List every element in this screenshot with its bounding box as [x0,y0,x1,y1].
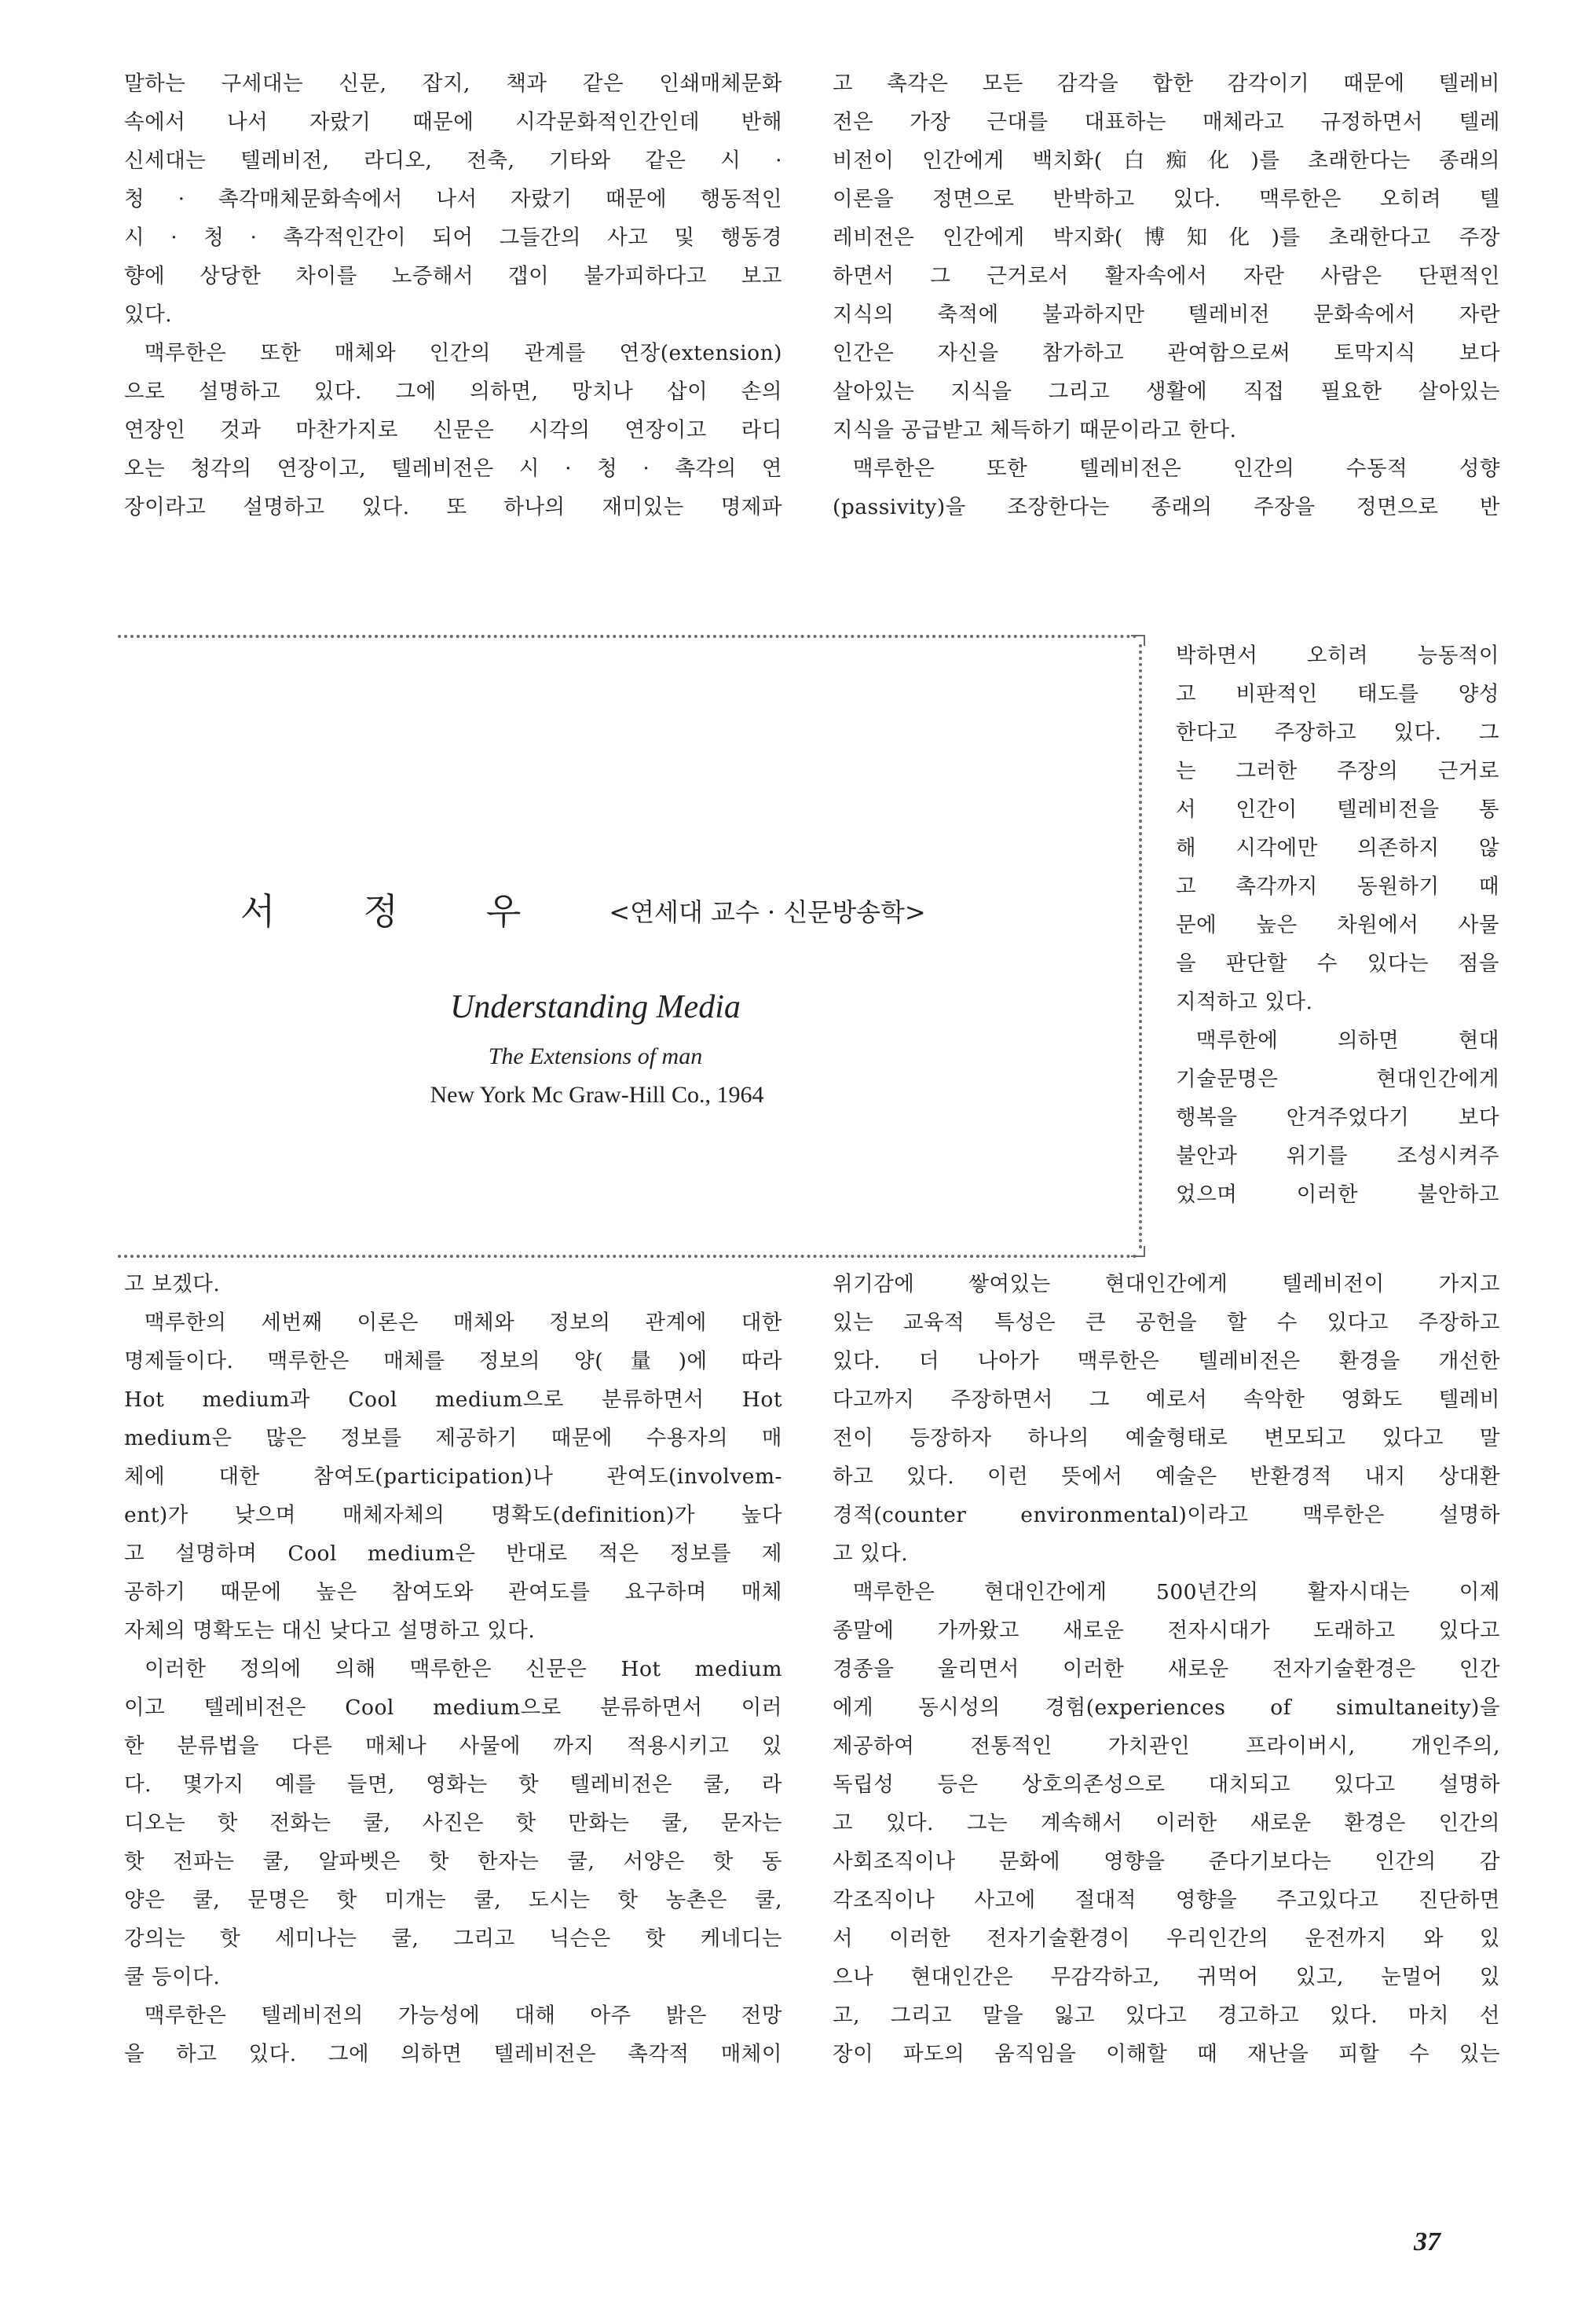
box-corner-top [1131,635,1145,646]
text-line: 종말에 가까왔고 새로운 전자시대가 도래하고 있다고 [833,1618,1500,1643]
text-line: 해 시각에만 의존하지 않 [1176,836,1499,860]
text-line: 체에 대한 참여도(participation)나 관여도(involvem- [124,1464,782,1489]
text-line: 맥루한은 텔레비전의 가능성에 대해 아주 밝은 전망 [145,2003,782,2028]
text-line: 으로 설명하고 있다. 그에 의하면, 망치나 삽이 손의 [124,379,782,404]
text-line: 한다고 주장하고 있다. 그 [1176,720,1499,745]
text-line: 지적하고 있다. [1176,990,1313,1014]
text-line: 하고 있다. 이런 뜻에서 예술은 반환경적 내지 상대환 [833,1464,1500,1489]
text-line: 있다. [124,302,173,327]
text-column-bottom-right [833,1265,1500,2073]
text-line: 고 비판적인 태도를 양성 [1176,682,1499,706]
text-line: 레비전은 인간에게 박지화(博知化)를 초래한다고 주장 [833,225,1500,250]
text-line: 지식의 축적에 불과하지만 텔레비전 문화속에서 자란 [833,302,1500,327]
box-bottom-border [118,1255,1137,1258]
text-line: 명제들이다. 맥루한은 매체를 정보의 양(量)에 따라 [124,1349,782,1373]
text-line: 으나 현대인간은 무감각하고, 귀먹어 있고, 눈멀어 있 [833,1965,1500,1989]
text-line: 맥루한에 의하면 현대 [1196,1028,1499,1053]
text-line: 청 · 촉각매체문화속에서 나서 자랐기 때문에 행동적인 [124,187,782,211]
text-line: 속에서 나서 자랐기 때문에 시각문화적인간인데 반해 [124,110,782,134]
box-top-border [118,635,1137,638]
text-line: 서 이러한 전자기술환경이 우리인간의 운전까지 와 있 [833,1926,1500,1951]
text-line: 맥루한은 현대인간에게 500년간의 활자시대는 이제 [853,1580,1500,1604]
text-line: 있는 교육적 특성은 큰 공헌을 할 수 있다고 주장하고 [833,1310,1500,1335]
author-name-char: 정 [363,890,398,933]
text-line: 행복을 안겨주었다기 보다 [1176,1105,1499,1130]
text-line: 불안과 위기를 조성시켜주 [1176,1144,1499,1168]
text-line: 쿨 등이다. [124,1965,221,1989]
text-line: 독립성 등은 상호의존성으로 대치되고 있다고 설명하 [833,1772,1500,1797]
text-line: 다고까지 주장하면서 그 예로서 속악한 영화도 텔레비 [833,1387,1500,1412]
text-line: 자체의 명확도는 대신 낮다고 설명하고 있다. [124,1618,536,1643]
text-line: 박하면서 오히려 능동적이 [1176,643,1499,668]
text-line: 고, 그리고 말을 잃고 있다고 경고하고 있다. 마치 선 [833,2003,1500,2028]
text-line: 신세대는 텔레비전, 라디오, 전축, 기타와 같은 시 · [124,148,782,173]
text-line: ent)가 낮으며 매체자체의 명확도(definition)가 높다 [124,1503,782,1527]
text-line: 고 보겠다. [124,1272,221,1296]
text-line: 을 판단할 수 있다는 점을 [1176,951,1499,976]
text-line: 디오는 핫 전화는 쿨, 사진은 핫 만화는 쿨, 문자는 [124,1811,782,1835]
text-line: 각조직이나 사고에 절대적 영향을 주고있다고 진단하면 [833,1888,1500,1912]
text-line: 었으며 이러한 불안하고 [1176,1182,1499,1207]
text-line: 다. 몇가지 예를 들면, 영화는 핫 텔레비전은 쿨, 라 [124,1772,782,1797]
text-line: 전은 가장 근대를 대표하는 매체라고 규정하면서 텔레 [833,110,1500,134]
text-line: 장이라고 설명하고 있다. 또 하나의 재미있는 명제파 [124,495,782,519]
text-line: 오는 청각의 연장이고, 텔레비전은 시 · 청 · 촉각의 연 [124,456,782,481]
text-line: 이러한 정의에 의해 맥루한은 신문은 Hot medium [145,1657,782,1681]
text-line: 한 분류법을 다른 매체나 사물에 까지 적용시키고 있 [124,1734,782,1758]
text-line: 이론을 정면으로 반박하고 있다. 맥루한은 오히려 텔 [833,187,1500,211]
author-name-char: 우 [485,890,522,933]
text-line: 연장인 것과 마찬가지로 신문은 시각의 연장이고 라디 [124,418,782,442]
text-line: (passivity)을 조장한다는 종래의 주장을 정면으로 반 [833,495,1500,519]
text-line: 양은 쿨, 문명은 핫 미개는 쿨, 도시는 핫 농촌은 쿨, [124,1888,782,1912]
text-line: 살아있는 지식을 그리고 생활에 직접 필요한 살아있는 [833,379,1500,404]
page-number: 37 [1414,2227,1440,2256]
text-line: 고 설명하며 Cool medium은 반대로 적은 정보를 제 [124,1541,782,1566]
text-line: 이고 텔레비전은 Cool medium으로 분류하면서 이러 [124,1695,782,1720]
text-line: 문에 높은 차원에서 사물 [1176,913,1499,937]
text-line: 맥루한은 또한 매체와 인간의 관계를 연장(extension) [145,341,782,365]
book-publisher: New York Mc Graw-Hill Co., 1964 [430,1082,764,1108]
text-line: 지식을 공급받고 체득하기 때문이라고 한다. [833,418,1237,442]
text-line: 맥루한의 세번째 이론은 매체와 정보의 관계에 대한 [145,1310,782,1335]
text-line: 하면서 그 근거로서 활자속에서 자란 사람은 단편적인 [833,264,1500,288]
text-line: 향에 상당한 차이를 노증해서 갭이 불가피하다고 보고 [124,264,782,288]
author-name-char: 서 [240,890,276,933]
text-line: 맥루한은 또한 텔레비전은 인간의 수동적 성향 [853,456,1500,481]
text-line: medium은 많은 정보를 제공하기 때문에 수용자의 매 [124,1426,782,1450]
text-line: 고 촉각은 모든 감각을 합한 감각이기 때문에 텔레비 [833,71,1500,96]
text-line: 비전이 인간에게 백치화(白痴化)를 초래한다는 종래의 [833,148,1500,173]
text-line: 핫 전파는 쿨, 알파벳은 핫 한자는 쿨, 서양은 핫 동 [124,1849,782,1874]
text-line: 있다. 더 나아가 맥루한은 텔레비전은 환경을 개선한 [833,1349,1500,1373]
text-line: Hot medium과 Cool medium으로 분류하면서 Hot [124,1387,782,1412]
text-column-top-left [124,64,782,526]
text-line: 고 촉각까지 동원하기 때 [1176,874,1499,899]
book-title: Understanding Media [450,989,741,1025]
book-subtitle: The Extensions of man [488,1043,703,1069]
text-line: 을 하고 있다. 그에 의하면 텔레비전은 촉각적 매체이 [124,2042,782,2066]
text-line: 제공하여 전통적인 가치관인 프라이버시, 개인주의, [833,1734,1500,1758]
text-line: 사회조직이나 문화에 영향을 준다기보다는 인간의 감 [833,1849,1500,1874]
text-line: 기술문명은 현대인간에게 [1176,1067,1499,1091]
text-line: 고 있다. [833,1541,909,1566]
author-line [240,888,926,936]
text-line: 장이 파도의 움직임을 이해할 때 재난을 피할 수 있는 [833,2042,1500,2066]
text-line: 인간은 자신을 참가하고 관여함으로써 토막지식 보다 [833,341,1500,365]
text-line: 강의는 핫 세미나는 쿨, 그리고 닉슨은 핫 케네디는 [124,1926,782,1951]
text-line: 말하는 구세대는 신문, 잡지, 책과 같은 인쇄매체문화 [124,71,782,96]
text-line: 고 있다. 그는 계속해서 이러한 새로운 환경은 인간의 [833,1811,1500,1835]
text-column-bottom-left [124,1265,782,2073]
text-line: 경적(counter environmental)이라고 맥루한은 설명하 [833,1503,1500,1527]
text-line: 시 · 청 · 촉각적인간이 되어 그들간의 사고 및 행동경 [124,225,782,250]
text-column-narrow-right [1176,636,1499,1214]
box-right-border [1139,644,1142,1249]
text-line: 에게 동시성의 경험(experiences of simultaneity)을 [833,1695,1500,1720]
text-line: 는 그러한 주장의 근거로 [1176,759,1499,783]
text-column-top-right [833,64,1500,526]
text-line: 서 인간이 텔레비전을 통 [1176,797,1499,822]
text-line: 공하기 때문에 높은 참여도와 관여도를 요구하며 매체 [124,1580,782,1604]
text-line: 전이 등장하자 하나의 예술형태로 변모되고 있다고 말 [833,1426,1500,1450]
text-line: 경종을 울리면서 이러한 새로운 전자기술환경은 인간 [833,1657,1500,1681]
author-affiliation: <연세대 교수 · 신문방송학> [609,897,926,927]
text-line: 위기감에 쌓여있는 현대인간에게 텔레비전이 가지고 [833,1272,1500,1296]
